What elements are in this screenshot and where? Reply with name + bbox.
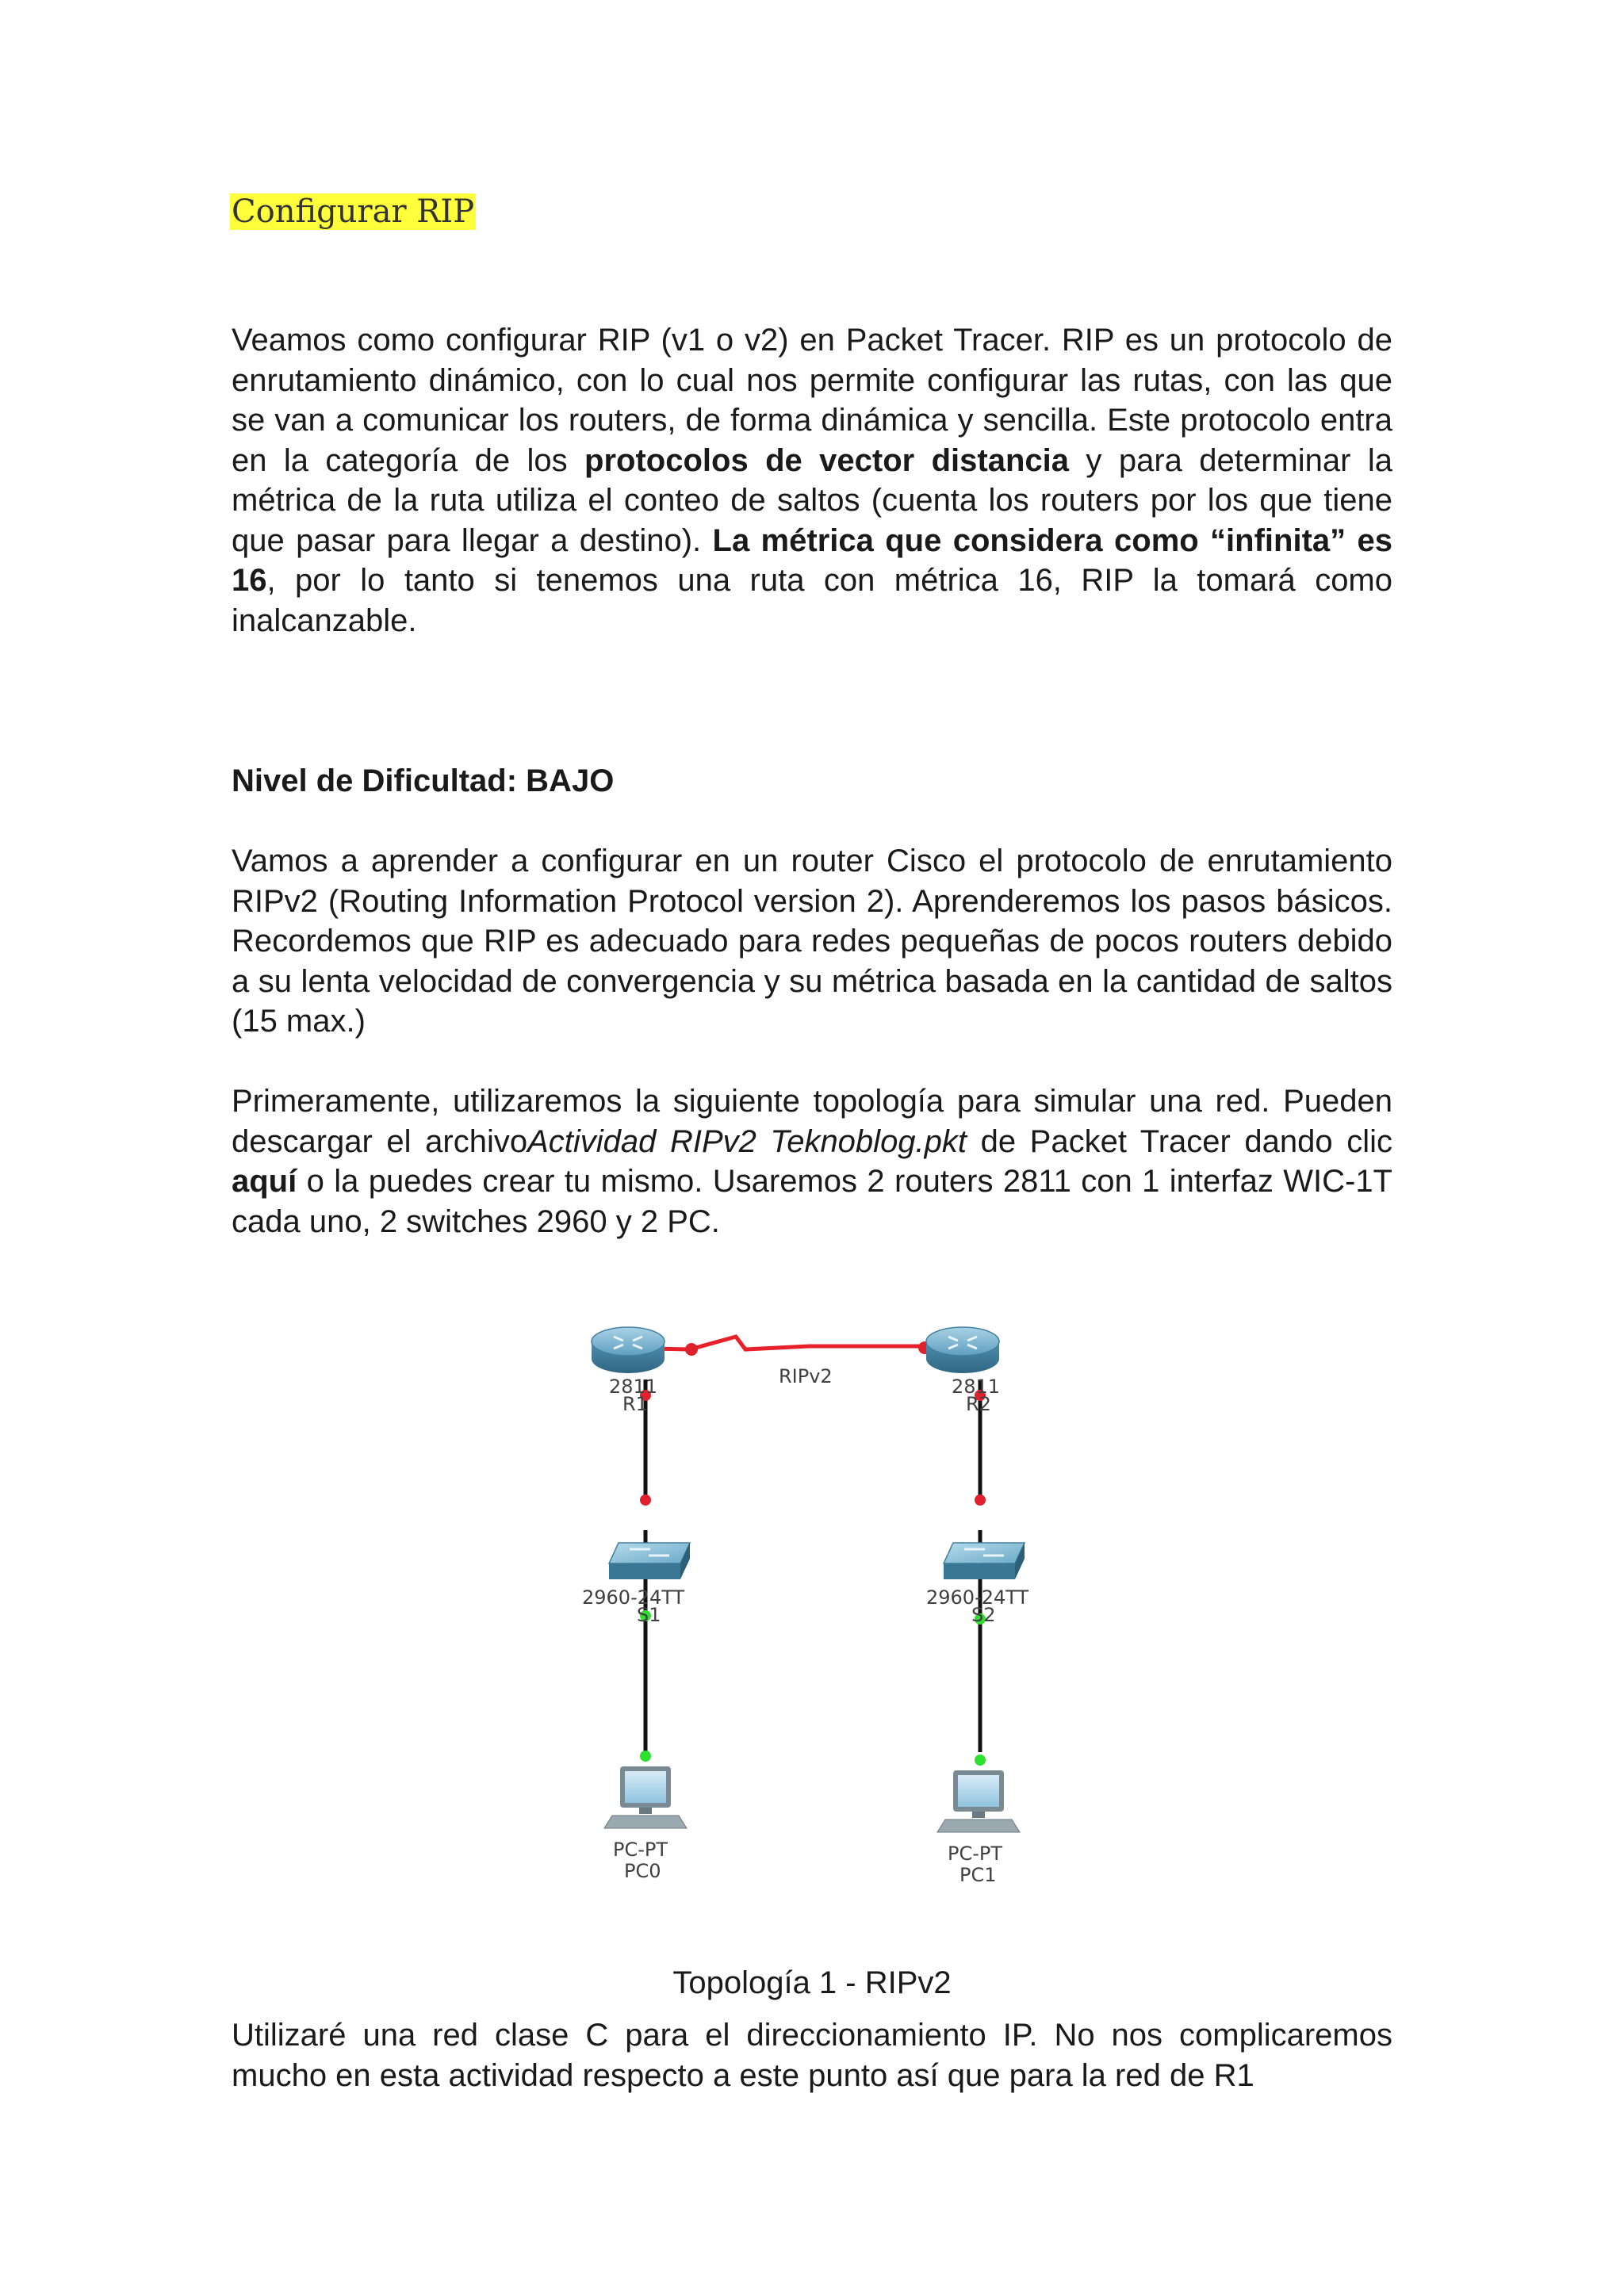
s2-model-label: 2960-24TT: [926, 1586, 1029, 1609]
switch-s2[interactable]: [926, 1543, 1029, 1626]
pc-0[interactable]: [604, 1766, 687, 1882]
port-pc0: [640, 1751, 651, 1762]
switch-s1[interactable]: [582, 1543, 690, 1626]
intro-paragraph: [232, 320, 1392, 641]
pc0-name-label: PC0: [624, 1860, 661, 1882]
r2-name-label: R2: [966, 1393, 991, 1415]
difficulty-heading: Nivel de Dificultad: BAJO: [232, 763, 615, 798]
pc1-model-label: PC-PT: [948, 1843, 1003, 1865]
s1-model-label: 2960-24TT: [582, 1586, 685, 1609]
page-title: [230, 190, 476, 233]
pc0-model-label: PC-PT: [613, 1839, 668, 1861]
topology-paragraph: [232, 1081, 1392, 1242]
r2-model-label: 2811: [952, 1376, 1001, 1398]
s2-name-label: S2: [971, 1604, 996, 1626]
closing-paragraph: Utilizaré una red clase C para el direccionamiento IP. No nos complicaremos mucho en esta actividad respecto a este punto así que para la red de R1: [232, 2018, 1392, 2093]
intro-bold-2: La métrica que considera como “infinita” es 16: [232, 522, 1392, 598]
learn-paragraph: Vamos a aprender a configurar en un router Cisco el protocolo de enrutamiento RIPv2 (Routing Information Protocol version 2). Aprenderemos los pasos básicos. Recordemos que RIP es adecuado para redes pequeñas de pocos routers debido a su lenta velocidad de convergencia y su métrica basada en la cantidad de saltos (15 max.): [232, 844, 1392, 1039]
file-name: Actividad RIPv2 Teknoblog.pkt: [527, 1123, 967, 1159]
r1-name-label: R1: [622, 1393, 648, 1415]
intro-text-1: Veamos como configurar RIP (v1 o v2) en Packet Tracer. RIP es un protocolo de enrutamiento dinámico, con lo cual nos permite configurar las rutas, con las que se van a comunicar los routers, de forma dinámica y sencilla. Este protocolo entra en la categoría de los: [232, 323, 1392, 478]
serial-port-r1: [685, 1343, 698, 1356]
intro-bold-1: protocolos de vector distancia: [584, 442, 1070, 478]
port-s1-up: [640, 1494, 651, 1506]
s1-name-label: S1: [637, 1604, 661, 1626]
router-r1[interactable]: [592, 1327, 665, 1415]
pc1-name-label: PC1: [959, 1864, 997, 1886]
intro-text-2: y para determinar la métrica de la ruta utiliza el conteo de saltos (cuenta los routers por los que tiene que pasar para llegar a destino).: [232, 442, 1393, 558]
topology-text-1: Primeramente, utilizaremos la siguiente topología para simular una red. Pueden descargar el archivo: [232, 1084, 1392, 1159]
router-r2[interactable]: [926, 1327, 1000, 1415]
link-label: RIPv2: [779, 1365, 833, 1387]
pc-1[interactable]: [937, 1770, 1020, 1886]
topology-text-2: de Packet Tracer dando clic: [967, 1123, 1392, 1159]
network-topology-diagram: [547, 1292, 1078, 1934]
figure-caption: Topología 1 - RIPv2: [672, 1965, 952, 2000]
r1-model-label: 2811: [609, 1376, 658, 1398]
download-link[interactable]: aquí: [232, 1164, 297, 1199]
port-s2-up: [975, 1494, 986, 1506]
topology-text-3: o la puedes crear tu mismo. Usaremos 2 routers 2811 con 1 interfaz WIC-1T cada uno, 2 switches 2960 y 2 PC.: [232, 1164, 1392, 1239]
intro-text-3: , por lo tanto si tenemos una ruta con métrica 16, RIP la tomará como inalcanzable.: [232, 563, 1392, 638]
port-pc1: [975, 1755, 986, 1766]
title-highlight: Configurar RIP: [232, 193, 475, 230]
